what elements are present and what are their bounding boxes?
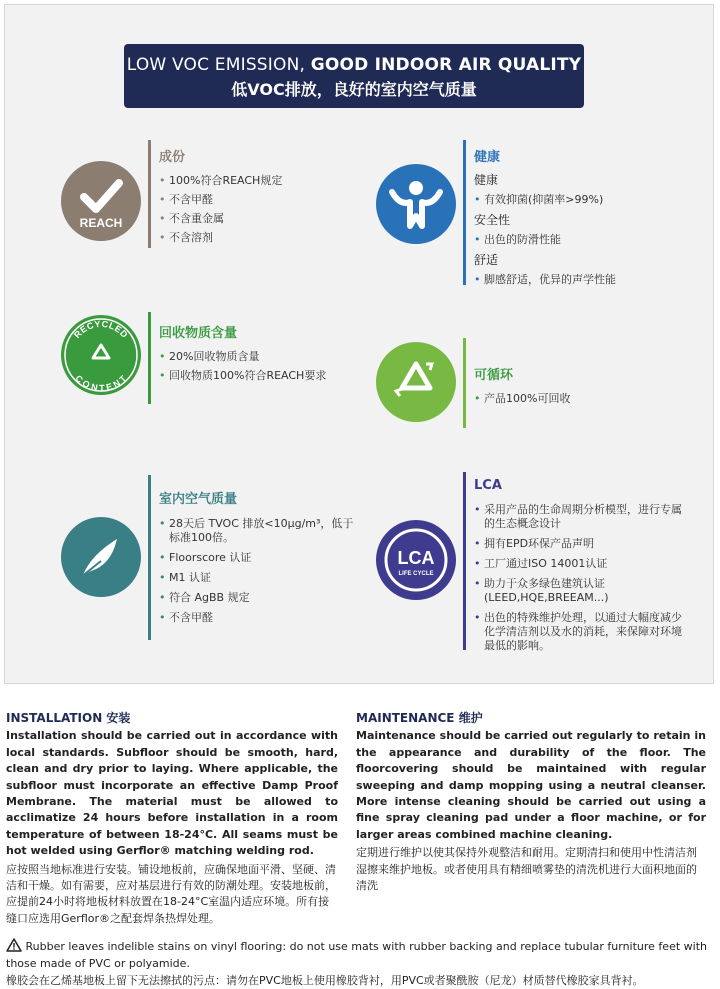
recycle-icon [376,342,456,422]
lca-title: LCA [474,478,502,493]
list-item: • 出色的特殊维护处理，以通过大幅度减少化学清洁剂以及水的消耗，来保障对环境最低的影响。 [474,611,689,653]
recycled-section [159,324,354,385]
list-item: • 回收物质100%符合REACH要求 [159,366,354,385]
lca-badge-sublabel: LIFE CYCLE [398,571,434,577]
checkmark-icon [61,161,141,241]
safety-subtitle: 安全性 [474,213,511,227]
svg-text:CONTENT [73,373,128,393]
lca-cycle-icon [376,520,456,600]
recyclable-section [474,366,694,408]
divider [463,338,466,428]
list-item: • 产品100%可回收 [474,389,694,408]
list-item: • 不含重金属 [159,209,349,228]
banner-subtitle: 低VOC排放，良好的室内空气质量 [231,80,477,99]
maintenance-title: MAINTENANCE 维护 [356,711,483,725]
list-item: • 拥有EPD环保产品声明 [474,537,689,551]
list-item: • 采用产品的生命周期分析模型，进行专属的生态概念设计 [474,503,689,531]
warning-note [6,938,714,989]
list-item: • 有效抑菌(抑菌率>99%) [474,190,709,209]
installation-block [6,710,338,927]
iaq-badge [61,517,141,597]
recyclable-badge [376,342,456,422]
list-item: • 不含甲醛 [159,190,349,209]
list-item: • 脚感舒适，优异的声学性能 [474,270,709,289]
maintenance-text-en: Maintenance should be carried out regularly to retain in the appearance and durability of the floor. The floorcovering should be maintained with regular sweeping and damp mopping using a neutral cleanser. More intense cleaning should be carried out using a fine spray cleaning pad under a floor machine, or for larger areas combined machine cleaning. [356,729,706,841]
installation-text-zh: 应按照当地标准进行安装。铺设地板前，应确保地面平滑、坚硬、清洁和干燥。如有需要，应对基层进行有效的防潮处理。安装地板前，应提前24小时将地板材料放置在18-24°C室温内适应环境。所有接缝口应选用Gerflor®之配套焊条热焊处理。 [6,862,336,925]
recycle-icon [61,315,141,395]
list-item: • Floorscore 认证 [159,551,354,565]
recycled-content-badge [61,315,141,395]
recyclable-title: 可循环 [474,368,514,383]
health-section [474,148,709,289]
list-item: • 出色的防滑性能 [474,230,709,249]
list-item: • 20%回收物质含量 [159,347,354,366]
list-item: • 不含甲醛 [159,611,354,625]
recycled-badge-bottom-text: CONTENT [73,373,129,394]
warning-text-zh: 橡胶会在乙烯基地板上留下无法擦拭的污点：请勿在PVC地板上使用橡胶背衬，用PVC或者聚酰胺（尼龙）材质替代橡胶家具背衬。 [6,974,644,987]
warning-icon [6,938,22,952]
health-title: 健康 [474,150,501,165]
list-item: • 助力于众多绿色建筑认证(LEED,HQE,BREEAM...) [474,577,689,605]
health-subtitle: 健康 [474,173,499,187]
iaq-section [159,490,354,631]
person-icon [376,164,456,244]
list-item: • 28天后 TVOC 排放<10μg/m³，低于标准100倍。 [159,517,354,545]
comfort-subtitle: 舒适 [474,253,499,267]
divider [148,140,151,248]
composition-section [159,148,349,247]
iaq-title: 室内空气质量 [159,492,238,507]
svg-text:RECYCLED [72,319,130,340]
divider [148,475,151,640]
recycled-title: 回收物质含量 [159,326,238,341]
lca-badge-label: LCA [397,548,435,568]
warning-text-en: Rubber leaves indelible stains on vinyl flooring: do not use mats with rubber backing and replace tubular furniture feet with those made of PVC or polyamide. [6,940,707,970]
list-item: • 不含溶剂 [159,228,349,247]
reach-badge-label: REACH [79,216,123,230]
lca-section [474,476,689,659]
banner-title: LOW VOC EMISSION, GOOD INDOOR AIR QUALITY [126,55,582,75]
title-banner [124,44,584,108]
health-badge [376,164,456,244]
installation-title: INSTALLATION 安装 [6,711,131,725]
maintenance-text-zh: 定期进行维护以使其保持外观整洁和耐用。定期清扫和使用中性清洁剂湿擦来维护地板。或者使用具有精细喷雾垫的清洗机进行大面积地面的清洗 [356,846,697,893]
installation-text-en: Installation should be carried out in accordance with local standards. Subfloor should be smooth, hard, clean and dry prior to laying. Where applicable, the subfloor must incorporate an effective Damp Proof Membrane. The material must be allowed to acclimatize 24 hours before installation in a room temperature of between 18-24°C. All seams must be hot welded using Gerflor® matching welding rod. [6,729,338,858]
divider [148,312,151,404]
recycled-badge-top-text: RECYCLED [72,318,130,341]
list-item: • 符合 AgBB 规定 [159,591,354,605]
maintenance-block [356,710,706,894]
divider [463,472,466,650]
divider [463,140,466,285]
list-item: • 100%符合REACH规定 [159,171,349,190]
lca-badge [376,520,456,600]
reach-badge [61,161,141,241]
composition-title: 成份 [159,150,186,165]
list-item: • 工厂通过ISO 14001认证 [474,557,689,571]
leaf-icon [61,517,141,597]
list-item: • M1 认证 [159,571,354,585]
